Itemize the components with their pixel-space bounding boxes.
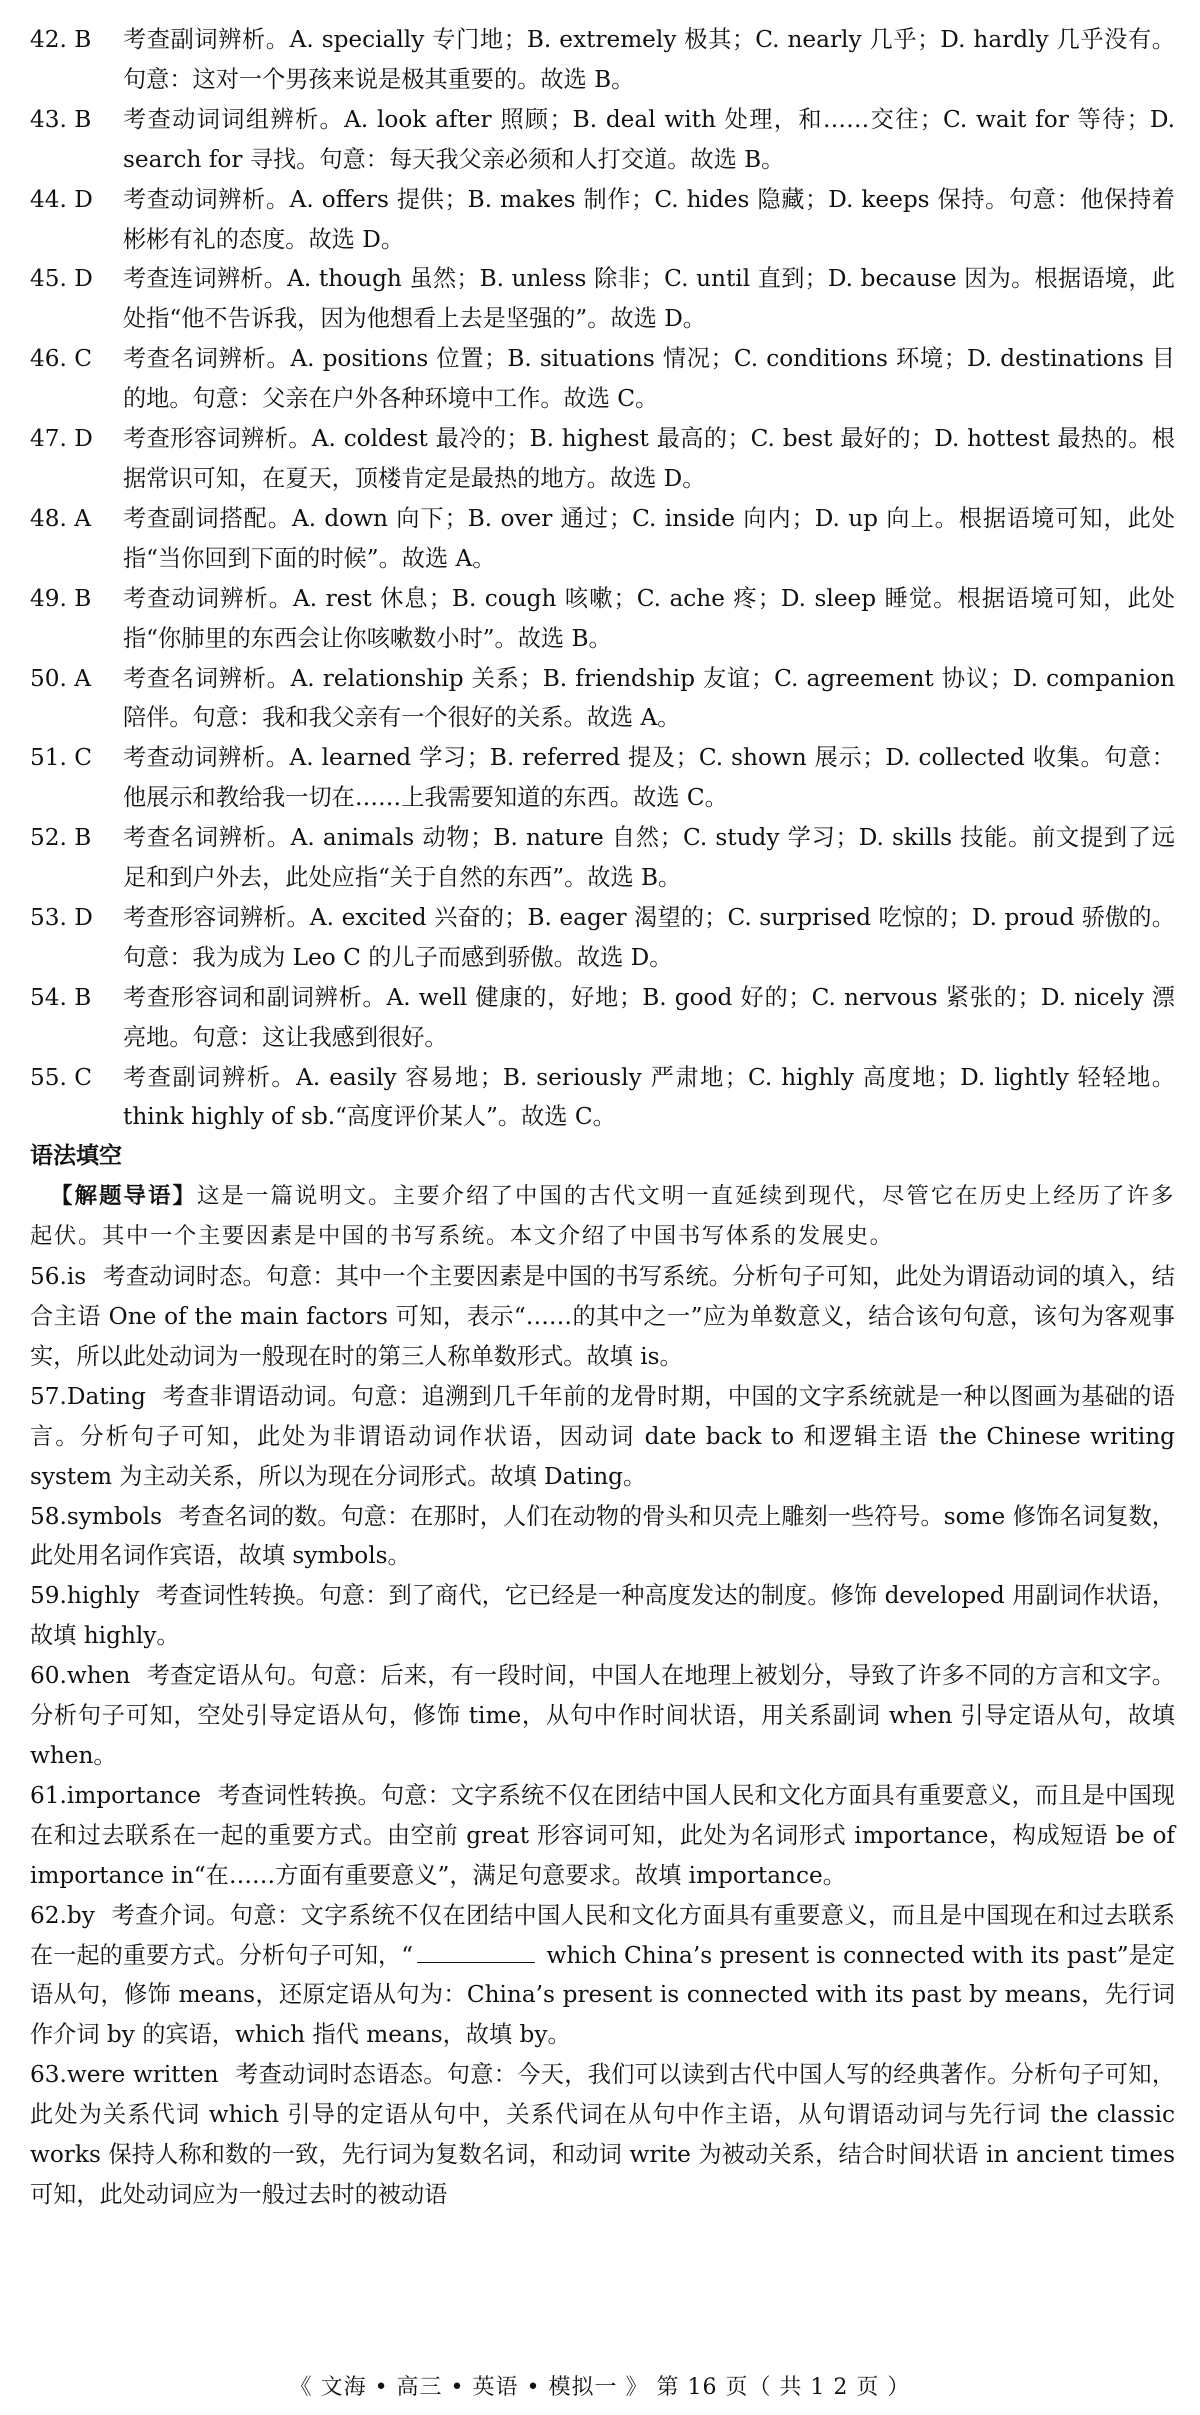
answer-item-49: [30, 579, 1175, 659]
item-number: 42. B: [30, 26, 92, 53]
item-answer: when: [66, 1662, 131, 1690]
item-number: 57.: [30, 1382, 67, 1410]
answer-item-53: [30, 898, 1175, 978]
answer-item-47: [30, 419, 1175, 499]
answer-item-57: [30, 1377, 1175, 1497]
item-explanation: 考查动词辨析。A. offers 提供；B. makes 制作；C. hides 隐藏；D. keeps 保持。句意：他保持着彬彬有礼的态度。故选 D。: [123, 185, 1175, 253]
item-answer: by: [66, 1901, 95, 1929]
item-explanation: 考查非谓语动词。句意：追溯到几千年前的龙骨时期，中国的文字系统就是一种以图画为基础的语言。分析句子可知，此处为非谓语动词作状语，因动词 date back to 和逻辑主语 the Chinese writing system 为主动关系，所以为现在分词形式。故填 Dating。: [30, 1382, 1175, 1490]
item-number: 54. B: [30, 983, 92, 1011]
item-explanation: 考查形容词和副词辨析。A. well 健康的，好地；B. good 好的；C. nervous 紧张的；D. nicely 漂亮地。句意：这让我感到很好。: [123, 983, 1175, 1051]
item-number: 45. D: [30, 265, 93, 293]
answer-item-58: [30, 1497, 1175, 1577]
item-number: 58.: [30, 1502, 67, 1530]
guide-text: 这是一篇说明文。主要介绍了中国的古代文明一直延续到现代，尽管它在历史上经历了许多起伏。其中一个主要因素是中国的书写系统。本文介绍了中国书写体系的发展史。: [30, 1183, 1175, 1250]
answer-item-45: [30, 259, 1175, 339]
answer-item-61: [30, 1776, 1175, 1896]
answer-item-44: [30, 180, 1175, 260]
item-number: 50. A: [30, 664, 91, 692]
item-number: 59.: [30, 1582, 67, 1610]
page-footer: 《 文海 • 高三 • 英语 • 模拟一 》 第 16 页（ 共 1 2 页 ）: [289, 2375, 911, 2400]
item-answer: were written: [66, 2061, 219, 2089]
answer-item-46: [30, 339, 1175, 419]
answer-item-54: [30, 978, 1175, 1058]
item-explanation: 考查动词时态。句意：其中一个主要因素是中国的书写系统。分析句子可知，此处为谓语动词的填入，结合主语 One of the main factors 可知，表示“……的其中之一”应为单数意义，结合该句句意，该句为客观事实，所以此处动词为一般现在时的第三人称单数形式。故填 is。: [30, 1263, 1175, 1370]
item-explanation: 考查定语从句。句意：后来，有一段时间，中国人在地理上被划分，导致了许多不同的方言和文字。分析句子可知，空处引导定语从句，修饰 time，从句中作时间状语，用关系副词 when 引导定语从句，故填 when。: [30, 1662, 1175, 1769]
item-number: 53. D: [30, 903, 93, 931]
item-explanation-before: 考查介词。句意：文字系统不仅在团结中国人民和文化方面具有重要意义，而且是中国现在和过去联系在一起的重要方式。分析句子可知，“: [30, 1901, 1175, 1969]
item-number: 52. B: [30, 824, 92, 852]
vocab-answer-list: [30, 20, 1175, 1137]
item-explanation: 考查动词辨析。A. rest 休息；B. cough 咳嗽；C. ache 疼；D. sleep 睡觉。根据语境可知，此处指“你肺里的东西会让你咳嗽数小时”。故选 B。: [123, 584, 1175, 652]
item-explanation: 考查副词辨析。A. easily 容易地；B. seriously 严肃地；C. highly 高度地；D. lightly 轻轻地。think highly of sb.“高度评价某人”。故选 C。: [123, 1063, 1175, 1131]
answer-item-62: [30, 1896, 1175, 2056]
document-page: [30, 20, 1175, 2215]
item-explanation: 考查动词辨析。A. learned 学习；B. referred 提及；C. shown 展示；D. collected 收集。句意：他展示和教给我一切在……上我需要知道的东西。故选 C。: [123, 744, 1175, 812]
item-explanation: 考查动词时态语态。句意：今天，我们可以读到古代中国人写的经典著作。分析句子可知，此处为关系代词 which 引导的定语从句中，关系代词在从句中作主语，从句谓语动词与先行词 the classic works 保持人称和数的一致，先行词为复数名词，和动词 write 为被动关系，结合时间状语 in ancient times 可知，此处动词应为一般过去时的被动语: [30, 2061, 1176, 2208]
answer-item-51: [30, 738, 1175, 818]
item-explanation: 考查名词的数。句意：在那时，人们在动物的骨头和贝壳上雕刻一些符号。some 修饰名词复数，此处用名词作宾语，故填 symbols。: [30, 1502, 1175, 1570]
item-number: 55. C: [30, 1063, 92, 1091]
item-number: 51. C: [30, 744, 92, 772]
item-answer: Dating: [66, 1382, 146, 1410]
item-number: 43. B: [30, 105, 92, 133]
item-number: 49. B: [30, 584, 92, 612]
item-number: 44. D: [30, 185, 93, 213]
item-explanation: 考查动词词组辨析。A. look after 照顾；B. deal with 处理，和……交往；C. wait for 等待；D. search for 寻找。句意：每天我父亲必须和人打交道。故选 B。: [123, 105, 1175, 173]
answer-item-63: [30, 2055, 1175, 2215]
item-explanation: 考查词性转换。句意：文字系统不仅在团结中国人民和文化方面具有重要意义，而且是中国现在和过去联系在一起的重要方式。由空前 great 形容词可知，此处为名词形式 importance，构成短语 be of importance in“在……方面有重要意义”，满足句意要求。故填 importance。: [30, 1781, 1175, 1889]
answer-item-43: [30, 100, 1175, 180]
item-explanation: 考查副词搭配。A. down 向下；B. over 通过；C. inside 向内；D. up 向上。根据语境可知，此处指“当你回到下面的时候”。故选 A。: [123, 504, 1175, 572]
item-explanation: 考查名词辨析。A. animals 动物；B. nature 自然；C. study 学习；D. skills 技能。前文提到了远足和到户外去，此处应指“关于自然的东西”。故选 B。: [123, 824, 1175, 892]
fill-in-blank: [417, 1938, 535, 1962]
item-explanation: 考查名词辨析。A. relationship 关系；B. friendship 友谊；C. agreement 协议；D. companion 陪伴。句意：我和我父亲有一个很好的关系。故选 A。: [123, 664, 1175, 732]
answer-item-60: [30, 1656, 1175, 1776]
item-number: 48. A: [30, 504, 91, 532]
item-answer: highly: [66, 1582, 140, 1610]
item-answer: importance: [66, 1781, 201, 1809]
item-explanation: 考查副词辨析。A. specially 专门地；B. extremely 极其；C. nearly 几乎；D. hardly 几乎没有。句意：这对一个男孩来说是极其重要的。故选 B。: [123, 26, 1175, 93]
answer-item-48: [30, 499, 1175, 579]
item-explanation: 考查词性转换。句意：到了商代，它已经是一种高度发达的制度。修饰 developed 用副词作状语，故填 highly。: [30, 1582, 1175, 1650]
grammar-answer-list: [30, 1257, 1175, 2215]
item-explanation: 考查形容词辨析。A. coldest 最冷的；B. highest 最高的；C. best 最好的；D. hottest 最热的。根据常识可知，在夏天，顶楼肯定是最热的地方。故选 D。: [123, 425, 1175, 492]
guide-paragraph: [30, 1177, 1175, 1257]
item-answer: is: [66, 1263, 87, 1291]
item-number: 47. D: [30, 425, 93, 453]
answer-item-56: [30, 1257, 1175, 1377]
answer-item-59: [30, 1576, 1175, 1656]
item-explanation-after: which China’s present is connected with its past”是定语从句，修饰 means，还原定语从句为：China’s present is connected with its past by means，先行词作介词 by 的宾语，which 指代 means，故填 by。: [30, 1941, 1175, 2049]
item-explanation: 考查形容词辨析。A. excited 兴奋的；B. eager 渴望的；C. surprised 吃惊的；D. proud 骄傲的。句意：我为成为 Leo C 的儿子而感到骄傲。故选 D。: [123, 903, 1175, 971]
answer-item-52: [30, 818, 1175, 898]
item-number: 62.: [30, 1901, 67, 1929]
answer-item-55: [30, 1058, 1175, 1138]
item-number: 56.: [30, 1263, 67, 1291]
guide-tag: 【解题导语】: [50, 1183, 197, 1210]
answer-item-42: [30, 20, 1175, 100]
answer-item-50: [30, 659, 1175, 739]
item-explanation: 考查连词辨析。A. though 虽然；B. unless 除非；C. until 直到；D. because 因为。根据语境，此处指“他不告诉我，因为他想看上去是坚强的”。故选 D。: [123, 265, 1175, 333]
item-number: 61.: [30, 1781, 67, 1809]
item-number: 63.: [30, 2061, 67, 2089]
item-answer: symbols: [66, 1502, 162, 1530]
item-number: 60.: [30, 1662, 67, 1690]
item-explanation: 考查名词辨析。A. positions 位置；B. situations 情况；C. conditions 环境；D. destinations 目的地。句意：父亲在户外各种环境中工作。故选 C。: [123, 345, 1175, 413]
item-number: 46. C: [30, 345, 92, 373]
section-title: 语法填空: [30, 1143, 122, 1170]
